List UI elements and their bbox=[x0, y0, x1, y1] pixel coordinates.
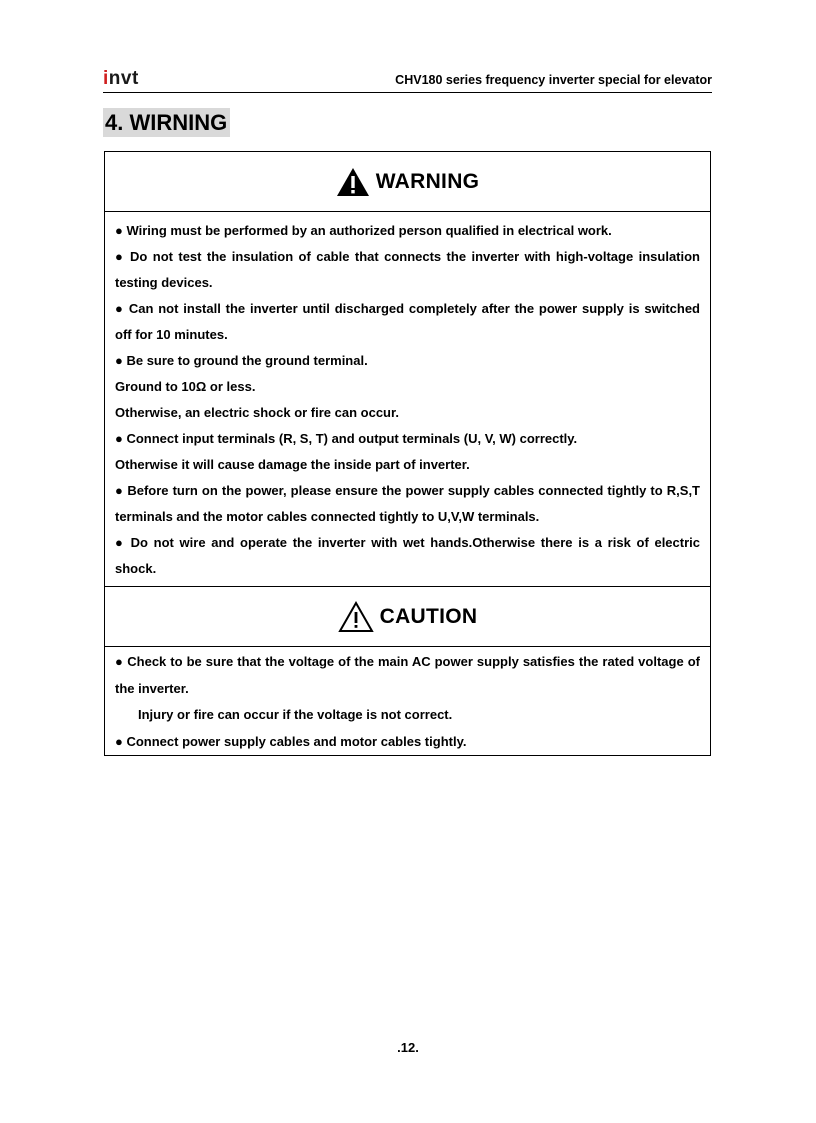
warning-item: ● Before turn on the power, please ensure the power supply cables connected tightly to R,S,T terminals and the motor cables connected tightly to U,V,W terminals. bbox=[115, 483, 700, 524]
warning-item: ● Be sure to ground the ground terminal. bbox=[115, 353, 368, 368]
warning-item: ● Do not test the insulation of cable that connects the inverter with high-voltage insulation testing devices. bbox=[115, 249, 700, 290]
caution-label: CAUTION bbox=[379, 604, 478, 628]
caution-item: Injury or fire can occur if the voltage is not correct. bbox=[138, 707, 453, 722]
warning-body bbox=[105, 212, 710, 586]
warning-box bbox=[104, 151, 711, 756]
caution-item: ● Connect power supply cables and motor cables tightly. bbox=[115, 733, 467, 749]
page-number: .12. bbox=[397, 1040, 419, 1055]
warning-item: ● Can not install the inverter until discharged completely after the power supply is switched off for 10 minutes. bbox=[115, 301, 700, 342]
page-header bbox=[103, 66, 712, 93]
warning-label: WARNING bbox=[375, 169, 480, 193]
warning-header bbox=[105, 152, 710, 212]
header-title: CHV180 series frequency inverter special for elevator bbox=[395, 73, 712, 87]
caution-outline-icon bbox=[338, 601, 374, 633]
caution-item: ● Check to be sure that the voltage of the main AC power supply satisfies the rated voltage of the inverter. bbox=[115, 654, 700, 696]
invt-logo: invt bbox=[103, 68, 139, 89]
warning-item: Otherwise it will cause damage the inside part of inverter. bbox=[115, 457, 470, 472]
warning-item: ● Wiring must be performed by an authorized person qualified in electrical work. bbox=[115, 223, 612, 238]
warning-item: Ground to 10Ω or less. bbox=[115, 379, 256, 394]
section-title: 4. WIRNING bbox=[103, 108, 230, 137]
warning-filled-icon bbox=[336, 167, 370, 197]
caution-header bbox=[105, 586, 710, 647]
warning-item: Otherwise, an electric shock or fire can occur. bbox=[115, 405, 399, 420]
caution-body bbox=[105, 647, 710, 755]
warning-item: ● Connect input terminals (R, S, T) and output terminals (U, V, W) correctly. bbox=[115, 431, 578, 446]
warning-item: ● Do not wire and operate the inverter with wet hands.Otherwise there is a risk of electric shock. bbox=[115, 535, 700, 576]
